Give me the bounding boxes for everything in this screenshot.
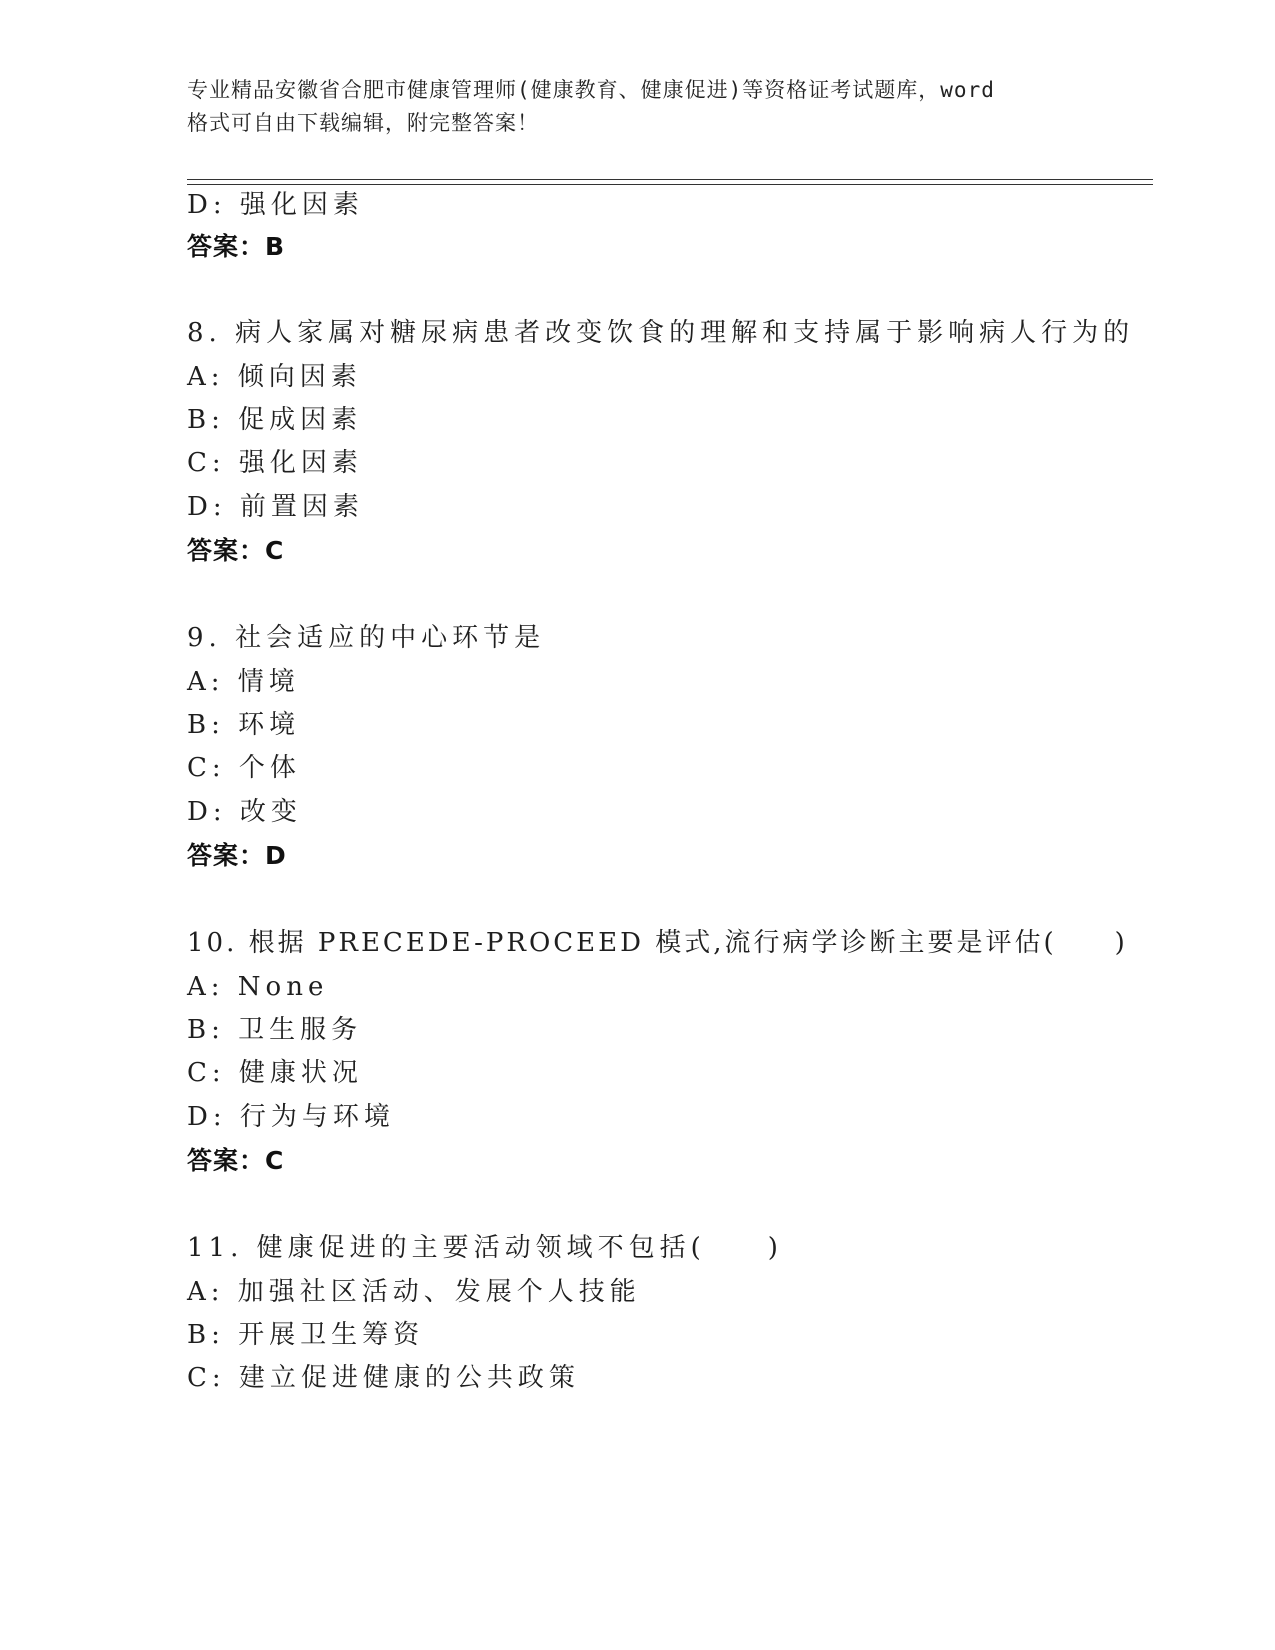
question-option: C: 健康状况 [187,1058,363,1088]
question-stem: 10. 根据 PRECEDE-PROCEED 模式,流行病学诊断主要是评估( ) [187,928,1128,958]
question-option: C: 强化因素 [187,448,363,478]
question-option: B: 环境 [187,710,301,740]
question-answer: 答案：D [187,841,287,870]
question-option: D: 前置因素 [187,492,364,522]
prev-option-d: D: 强化因素 [187,190,364,220]
question-option: C: 建立促进健康的公共政策 [187,1363,580,1393]
question-option: D: 改变 [187,797,302,827]
question-option: C: 个体 [187,753,301,783]
header-rule-bottom [187,184,1153,185]
question-option: D: 行为与环境 [187,1102,395,1132]
question-option: A: 加强社区活动、发展个人技能 [187,1277,641,1307]
page-header [187,74,1107,140]
question-option: A: 倾向因素 [187,362,362,392]
header-line-2: 格式可自由下载编辑，附完整答案！ [187,111,539,135]
question-stem: 8. 病人家属对糖尿病患者改变饮食的理解和支持属于影响病人行为的 [187,318,1135,348]
question-stem: 11. 健康促进的主要活动领域不包括( ) [187,1233,783,1263]
question-stem: 9. 社会适应的中心环节是 [187,623,546,653]
question-option: B: 促成因素 [187,405,363,435]
header-line-1: 专业精品安徽省合肥市健康管理师(健康教育、健康促进)等资格证考试题库，word [187,78,995,102]
question-option: A: 情境 [187,667,300,697]
question-option: A: None [187,972,329,1002]
question-answer: 答案：C [187,536,285,565]
header-rule-top [187,179,1153,180]
question-option: B: 卫生服务 [187,1015,363,1045]
prev-answer: 答案：B [187,232,286,261]
question-answer: 答案：C [187,1146,285,1175]
question-option: B: 开展卫生筹资 [187,1320,425,1350]
